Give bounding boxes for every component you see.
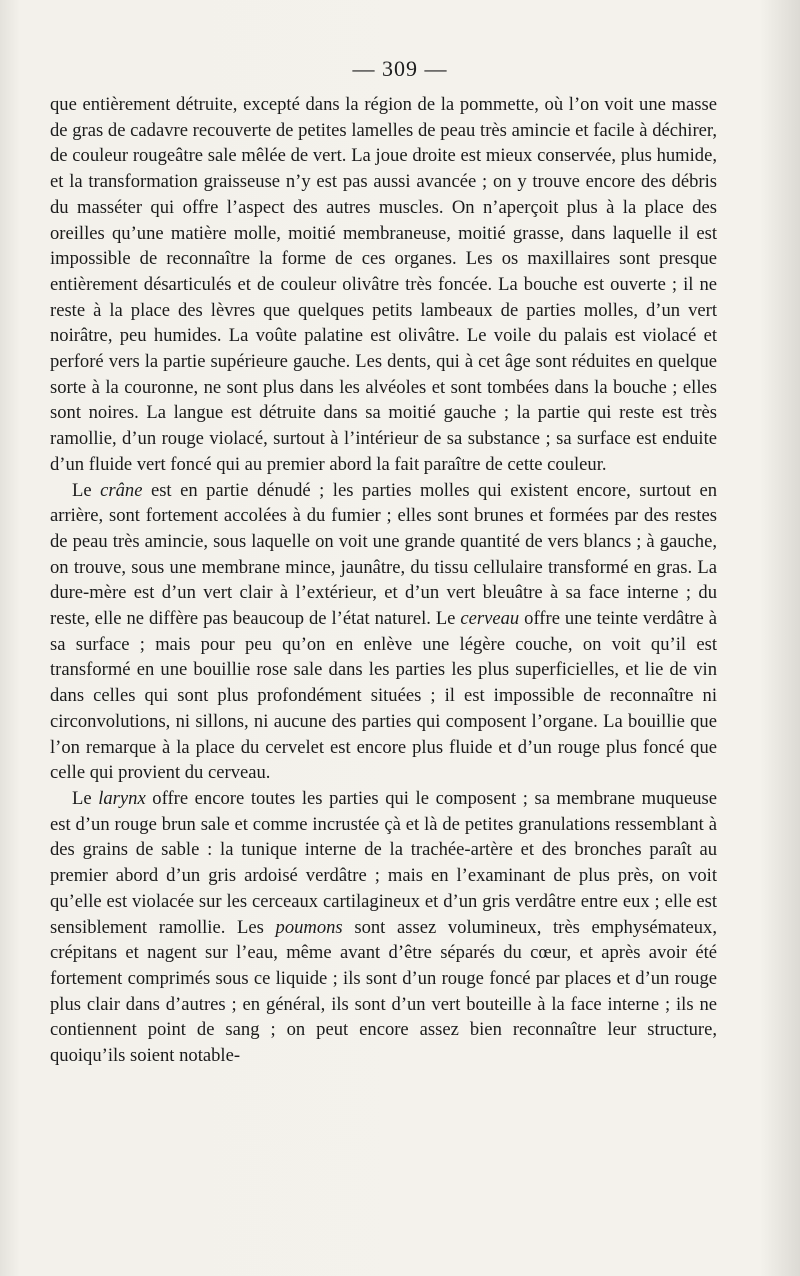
italic-term: larynx [98,787,146,809]
text-run: sont assez volumineux, très emphysémateux, crépitans et nagent sur l’eau, même avant d’être séparés du cœur, et après avoir été fortement comprimés sous ce liquide ; ils sont d’un rouge foncé par places et d’un rouge plus clair dans d’autres ; en général, ils sont d’un vert bouteille à la face interne ; ils ne contiennent point de sang ; on peut encore assez bien reconnaître leur structure, quoiqu’ils soient notable- [50,916,717,1067]
paragraph [50,786,717,1069]
text-run: est en partie dénudé ; les parties molles qui existent encore, surtout en arrière, sont fortement accolées à du fumier ; elles sont brunes et formées par des restes de peau très amincie, sous laquelle on voit une grande quantité de vers blancs ; à gauche, on trouve, sous une membrane mince, jaunâtre, du tissu cellulaire transformé en gras. La dure-mère est d’un vert clair à l’extérieur, et d’un vert bleuâtre à sa face interne ; du reste, elle ne diffère pas beaucoup de l’état naturel. Le [50,479,717,630]
italic-term: crâne [100,479,143,501]
text-run: offre une teinte verdâtre à sa surface ; mais pour peu qu’on en enlève une légère couche, on voit qu’il est transformé en une bouillie rose sale dans les parties les plus superficielles, et lie de vin dans celles qui sont plus profondément situées ; il est impossible de reconnaître ni circonvolutions, ni sillons, ni aucune des parties qui composent l’organe. La bouillie que l’on remarque à la place du cervelet est encore plus fluide et d’un rouge plus foncé que celle qui provient du cerveau. [50,608,717,784]
page-body [50,92,717,1069]
italic-term: poumons [275,916,343,938]
paragraph [50,478,717,786]
text-run: Le [72,787,99,809]
text-run: offre encore toutes les parties qui le composent ; sa membrane muqueuse est d’un rouge brun sale et comme incrustée çà et là de petites granulations ressemblant à des grains de sable : la tunique interne de la trachée-artère et des bronches paraît au premier abord d’un gris ardoisé verdâtre ; mais en l’examinant de plus près, on voit qu’elle est violacée sur les cerceaux cartilagineux et d’un gris verdâtre entre eux ; elle est sensiblement ramollie. Les [50,787,717,938]
text-run: que entièrement détruite, excepté dans la région de la pommette, où l’on voit une masse de gras de cadavre recouverte de petites lamelles de peau très amincie et facile à déchirer, de couleur rougeâtre sale mêlée de vert. La joue droite est mieux conservée, plus humide, et la transformation graisseuse n’y est pas aussi avancée ; on y trouve encore des débris du masséter qui offre l’aspect des autres muscles. On n’aperçoit plus à la place des oreilles qu’une matière molle, moitié membraneuse, moitié grasse, dans laquelle il est impossible de reconnaître la forme de ces organes. Les os maxillaires sont presque entièrement désarticulés et de couleur olivâtre très foncée. La bouche est ouverte ; il ne reste à la place des lèvres que quelques petits lambeaux de parties molles, d’un vert noirâtre, peu humides. La voûte palatine est olivâtre. Le voile du palais est violacé et perforé vers la partie supérieure gauche. Les dents, qui à cet âge sont réduites en quelque sorte à la couronne, ne sont plus dans les alvéoles et sont tombées dans la bouche ; elles sont noires. La langue est détruite dans sa moitié gauche ; la partie qui reste est très ramollie, d’un rouge violacé, surtout à l’intérieur de sa substance ; sa surface est enduite d’un fluide vert foncé qui au premier abord la fait paraître de cette couleur. [50,94,717,475]
text-run: Le [72,479,101,501]
italic-term: cerveau [460,608,520,630]
paragraph [50,92,717,478]
page-number: — 309 — [352,56,448,81]
